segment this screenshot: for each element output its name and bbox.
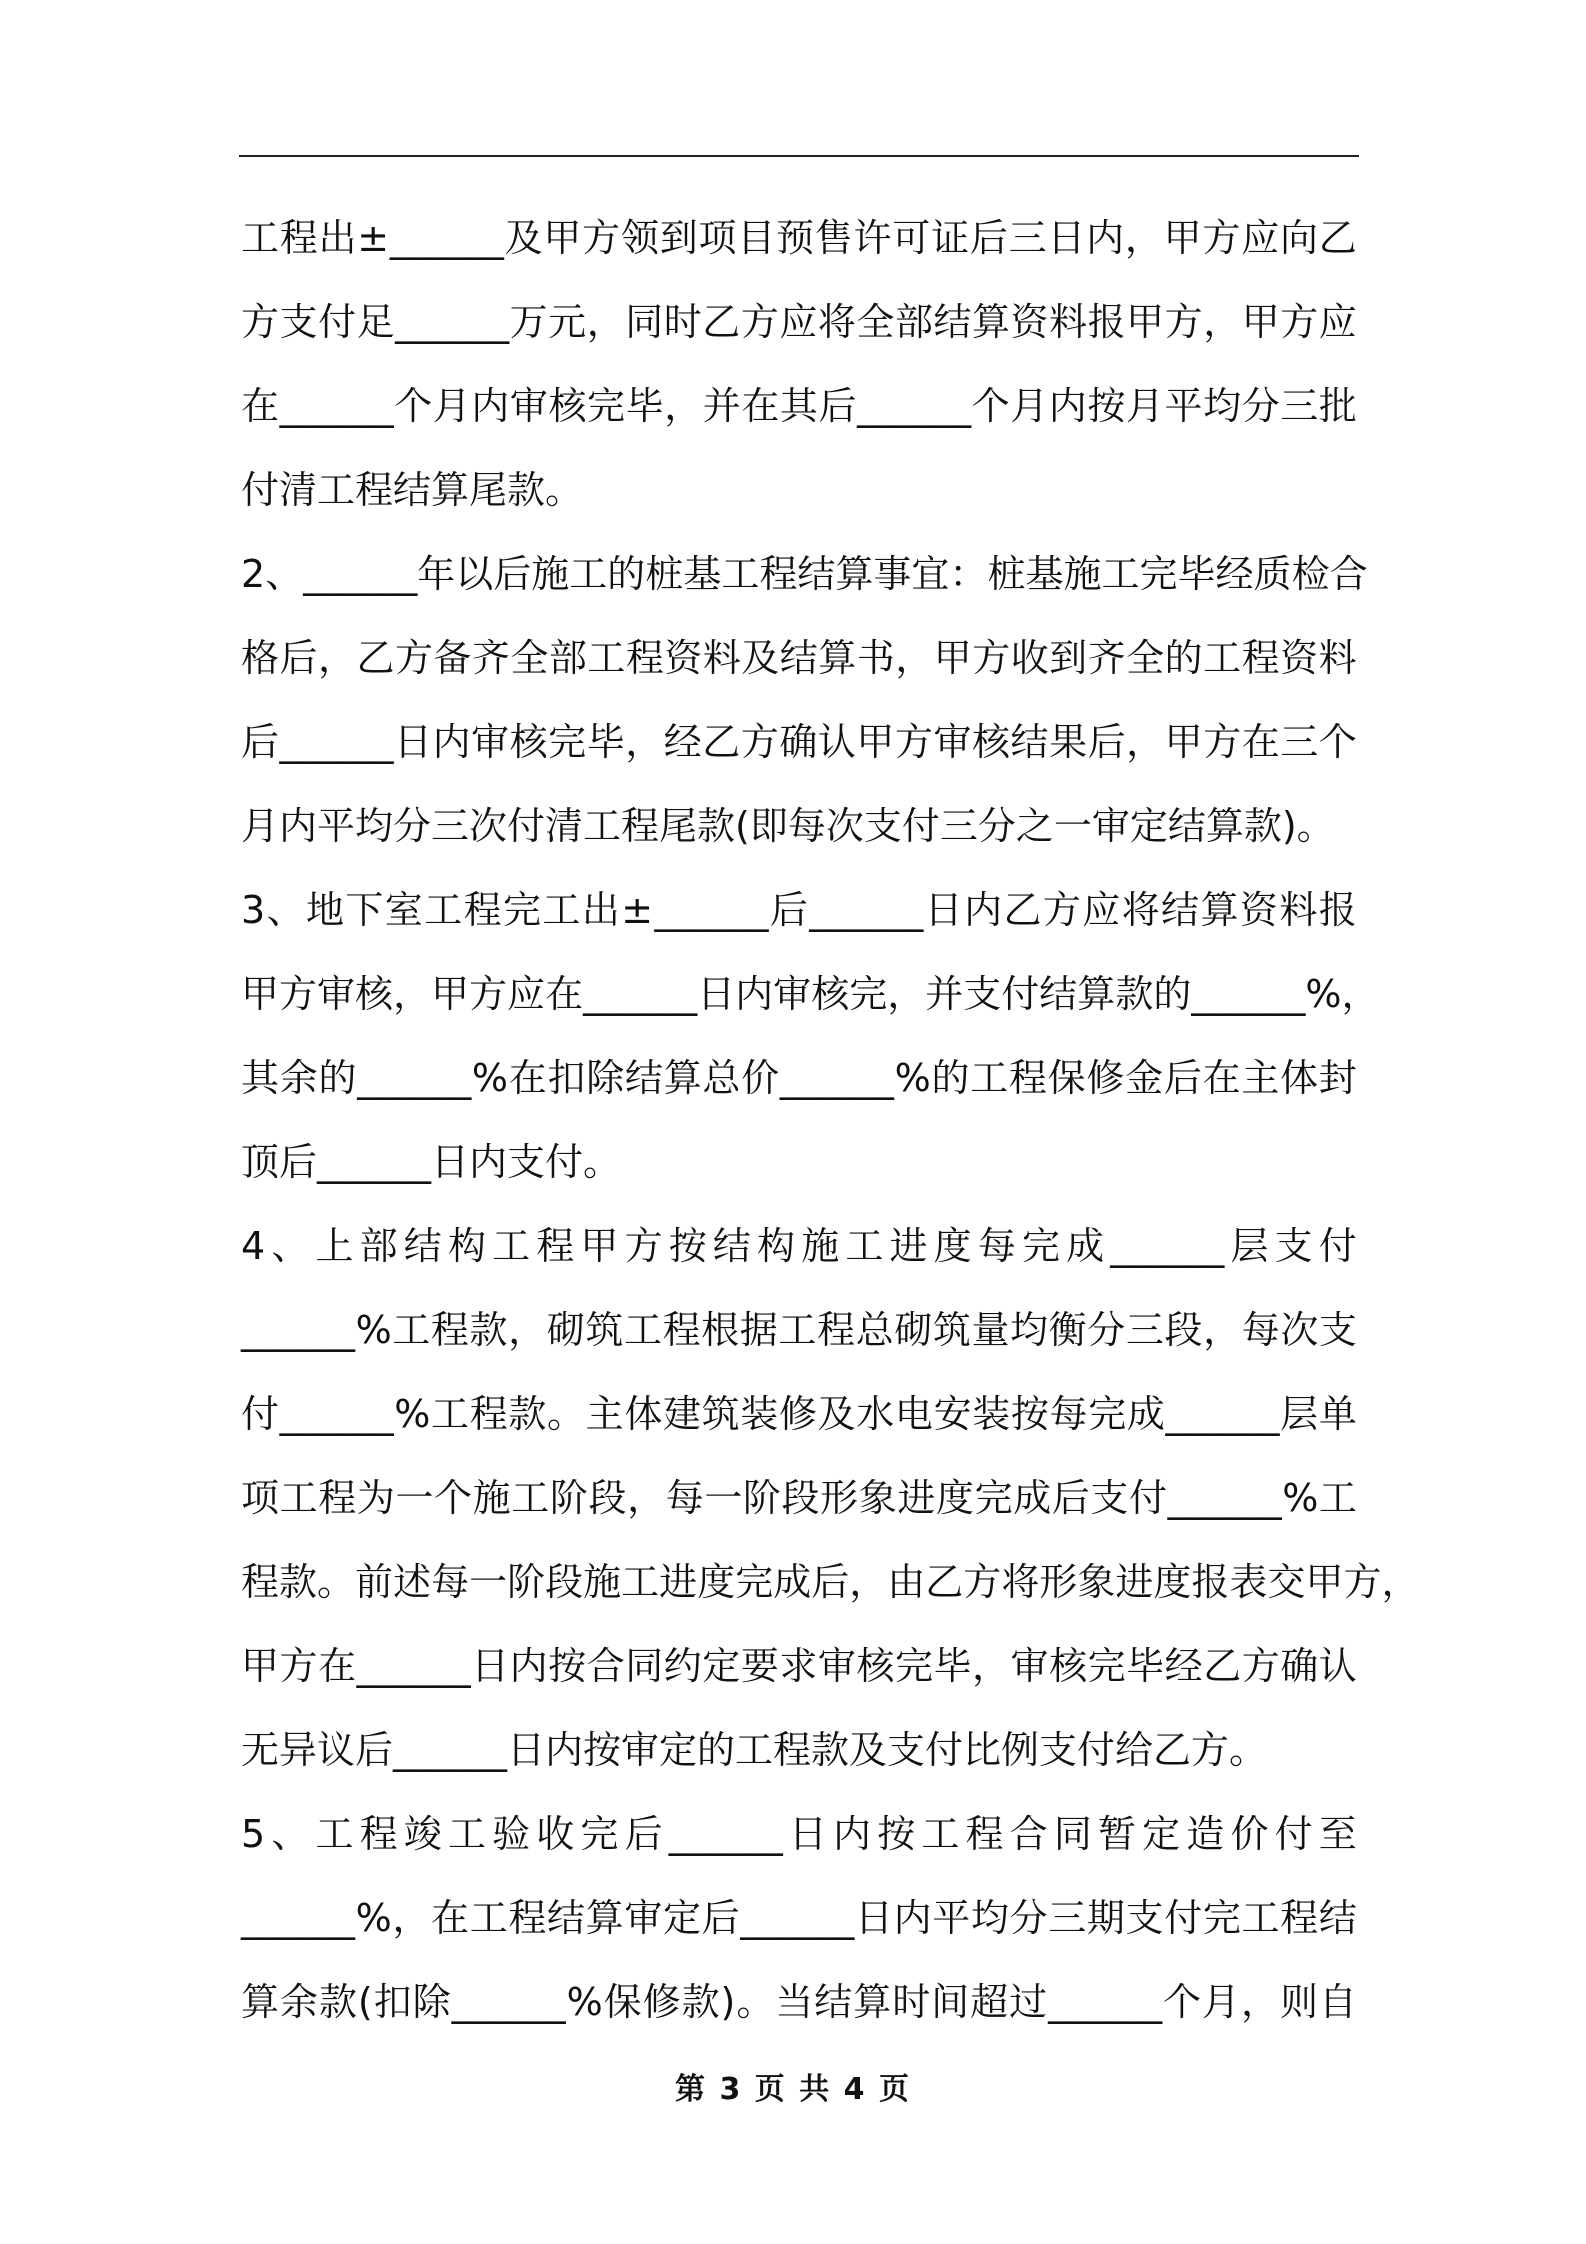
text-line: 方 支 付 足 ______ 万 元 ， 同 时 乙 方 应 将 全 部 结 算 资 料 报 甲 方 ， 甲 方 应 [241,300,1357,344]
text-line: 后 ______ 日 内 审 核 完 毕 ， 经 乙 方 确 认 甲 方 审 核 结 果 后 ， 甲 方 在 三 个 [241,720,1357,764]
text-line: 5 、 工 程 竣 工 验 收 完 后 ______ 日 内 按 工 程 合 同 暂 定 造 价 付 至 [241,1812,1357,1856]
text-line: 2 、 ______ 年 以 后 施 工 的 桩 基 工 程 结 算 事 宜 ： 桩 基 施 工 完 毕 经 质 检 合 [241,552,1368,596]
text-line: 程 款 。 前 述 每 一 阶 段 施 工 进 度 完 成 后 ， 由 乙 方 将 形 象 进 度 报 表 交 甲 方 ， [241,1560,1420,1604]
text-line: 其 余 的 ______ % 在 扣 除 结 算 总 价 ______ % 的 工 程 保 修 金 后 在 主 体 封 [241,1056,1357,1100]
text-line: 在 ______ 个 月 内 审 核 完 毕 ， 并 在 其 后 ______ 个 月 内 按 月 平 均 分 三 批 [241,384,1357,428]
text-line: ______ % ， 在 工 程 结 算 审 定 后 ______ 日 内 平 均 分 三 期 支 付 完 工 程 结 [241,1896,1357,1940]
text-line: 工 程 出 ± ______ 及 甲 方 领 到 项 目 预 售 许 可 证 后 三 日 内 ， 甲 方 应 向 乙 [241,216,1357,260]
text-line: ______ % 工 程 款 ， 砌 筑 工 程 根 据 工 程 总 砌 筑 量 均 衡 分 三 段 ， 每 次 支 [241,1308,1357,1352]
document-body [241,196,1420,2044]
header-rule [239,155,1359,157]
text-line: 顶后______日内支付。 [241,1140,622,1184]
text-line: 付 ______ % 工 程 款 。 主 体 建 筑 装 修 及 水 电 安 装 按 每 完 成 ______ 层 单 [241,1392,1357,1436]
text-line: 4 、 上 部 结 构 工 程 甲 方 按 结 构 施 工 进 度 每 完 成 ______ 层 支 付 [241,1224,1357,1268]
text-line: 3 、 地 下 室 工 程 完 工 出 ± ______ 后 ______ 日 内 乙 方 应 将 结 算 资 料 报 [241,888,1357,932]
text-line: 无异议后______日内按审定的工程款及支付比例支付给乙方。 [241,1728,1268,1772]
text-line: 甲 方 在 ______ 日 内 按 合 同 约 定 要 求 审 核 完 毕 ， 审 核 完 毕 经 乙 方 确 认 [241,1644,1357,1688]
text-line: 项 工 程 为 一 个 施 工 阶 段 ， 每 一 阶 段 形 象 进 度 完 成 后 支 付 ______ % 工 [241,1476,1357,1520]
text-line: 格 后 ， 乙 方 备 齐 全 部 工 程 资 料 及 结 算 书 ， 甲 方 收 到 齐 全 的 工 程 资 料 [241,636,1357,680]
text-line: 月内平均分三次付清工程尾款(即每次支付三分之一审定结算款)。 [241,804,1335,848]
page-number: 第 3 页 共 4 页 [675,2072,911,2107]
text-line: 算 余 款 ( 扣 除 ______ % 保 修 款 ) 。 当 结 算 时 间 超 过 ______ 个 月 ， 则 自 [241,1980,1357,2024]
text-line: 付清工程结算尾款。 [241,468,584,512]
text-line: 甲 方 审 核 ， 甲 方 应 在 ______ 日 内 审 核 完 ， 并 支 付 结 算 款 的 ______ % ， [241,972,1380,1016]
